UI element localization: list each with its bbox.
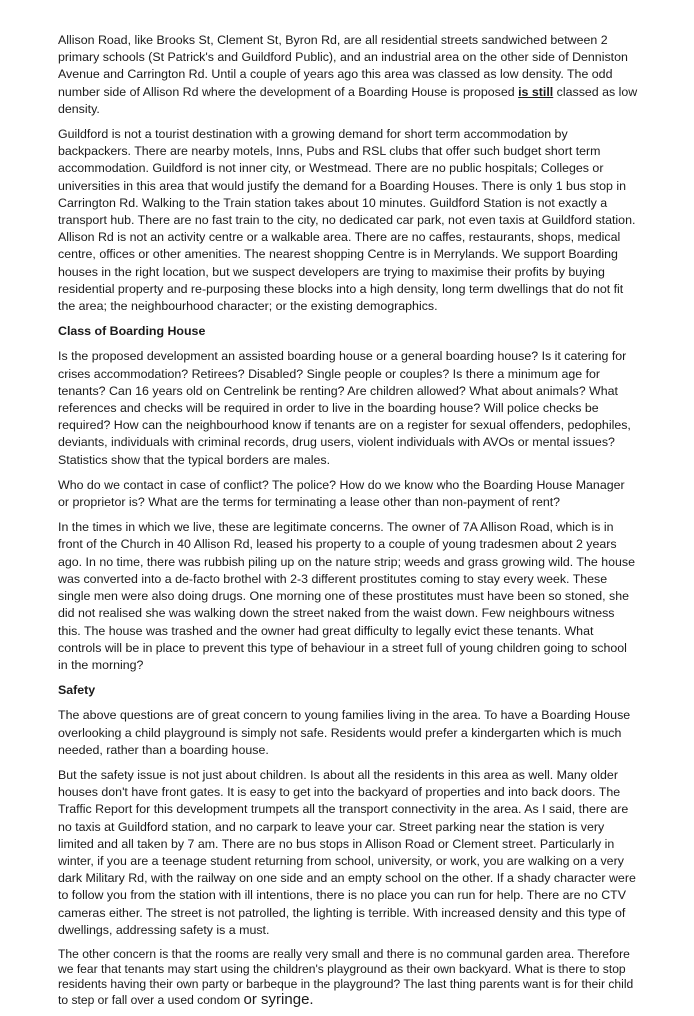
paragraph-location: Guildford is not a tourist destination with a growing demand for short term accommodation by backpackers. There are nearby motels, Inns, Pubs and RSL clubs that offer such budget short term accommodation. Guildford is not inner city, or Westmead. There are no public hospitals; Colleges or universities in this area that would justify the demand for a Boarding Houses. There is only 1 bus stop in Carrington Rd. Walking to the Train station takes about 10 minutes. Guildford Station is not exactly a transport hub. There are no fast train to the city, no dedicated car park, not even taxis at Guildford station. Allison Rd is not an activity centre or a walkable area. There are no caffes, restaurants, shops, medical centre, offices or other amenities. The nearest shopping Centre is in Merrylands. We support Boarding houses in the right location, but we suspect developers are trying to maximise their profits by buying residential property and re-purposing these blocks into a high density, long term dwellings that do not fit the area; the neighbourhood character; or the existing demographics.: [58, 127, 636, 314]
paragraph-playground: The above questions are of great concern to young families living in the area. To have a Boarding House overlooking a child playground is simply not safe. Residents would prefer a kindergarten which is much needed, rather than a boarding house.: [58, 708, 631, 757]
heading-class-of-boarding-house: Class of Boarding House: [58, 324, 206, 339]
paragraph-zoning: [58, 32, 638, 118]
paragraph-garden-text: The other concern is that the rooms are really very small and there is no communal garden area. Therefore we fear that tenants may start using the children's playground as their own backyard. What is there to stop residents having their own party or barbeque in the playground? The last thing parents want is for their child to step or fall over a used condom: [58, 946, 634, 1007]
paragraph-garden: [58, 947, 638, 1008]
paragraph-safety-details: But the safety issue is not just about children. Is about all the residents in this area as well. Many older houses don't have front gates. It is easy to get into the backyard of properties and into back doors. The Traffic Report for this development trumpets all the transport connectivity in the area. As I said, there are no taxis at Guildford station, and no carpark to leave your car. Street parking near the station is very limited and all taken by 7 am. There are no bus stops in Allison Road or Clement street. Particularly in winter, if you are a teenage student returning from school, university, or work, you are walking on a very dark Military Rd, with the railway on one side and an empty school on the other. If a shady character were to follow you from the station with ill intentions, there is no place you can run for help. There are no CTV cameras either. The street is not patrolled, the lighting is terrible. With increased density and this type of dwellings, addressing safety is a must.: [58, 767, 636, 937]
document-page: [58, 32, 638, 1016]
emphasis-is-still: is still: [518, 84, 554, 99]
paragraph-zoning-text: Allison Road, like Brooks St, Clement St, Byron Rd, are all residential streets sandwiched between 2 primary schools (St Patrick's and Guildford Public), and an industrial area on the other side of Denniston Avenue and Carrington Rd. Until a couple of years ago this area was classed as low density. The odd number side of Allison Rd where the development of a Boarding House is proposed: [58, 33, 628, 99]
paragraph-tenant-questions: Is the proposed development an assisted boarding house or a general boarding house? Is it catering for crises accommodation? Retirees? Disabled? Single people or couples? Is there a minimum age for tenants? Can 16 years old on Centrelink be renting? Are children allowed? What about animals? What references and checks will be required in order to live in the boarding house? Will police checks be required? How can the neighbourhood know if tenants are on a register for sexual offenders, pedophiles, deviants, individuals with criminal records, drug users, violent individuals with AVOs or mental issues? Statistics show that the typical borders are males.: [58, 349, 631, 467]
paragraph-garden-end: or syringe.: [243, 990, 314, 1008]
paragraph-incident: In the times in which we live, these are legitimate concerns. The owner of 7A Allison Road, which is in front of the Church in 40 Allison Rd, leased his property to a couple of young tradesmen about 2 years ago. In no time, there was rubbish piling up on the nature strip; weeds and grass growing wild. The house was converted into a de-facto brothel with 2-3 different prostitutes coming to stay every week. These single men were also doing drugs. One morning one of these prostitutes must have been so stoned, she did not realised she was walking down the street naked from the waist down. Few neighbours witness this. The house was trashed and the owner had great difficulty to legally evict these tenants. What controls will be in place to prevent this type of behaviour in a street full of young children going to school in the morning?: [58, 520, 635, 672]
paragraph-contact: Who do we contact in case of conflict? The police? How do we know who the Boarding House Manager or proprietor is? What are the terms for terminating a lease other than non-payment of rent?: [58, 477, 625, 510]
paragraph-zoning-end: classed as low density.: [58, 84, 638, 116]
heading-safety: Safety: [58, 683, 96, 698]
